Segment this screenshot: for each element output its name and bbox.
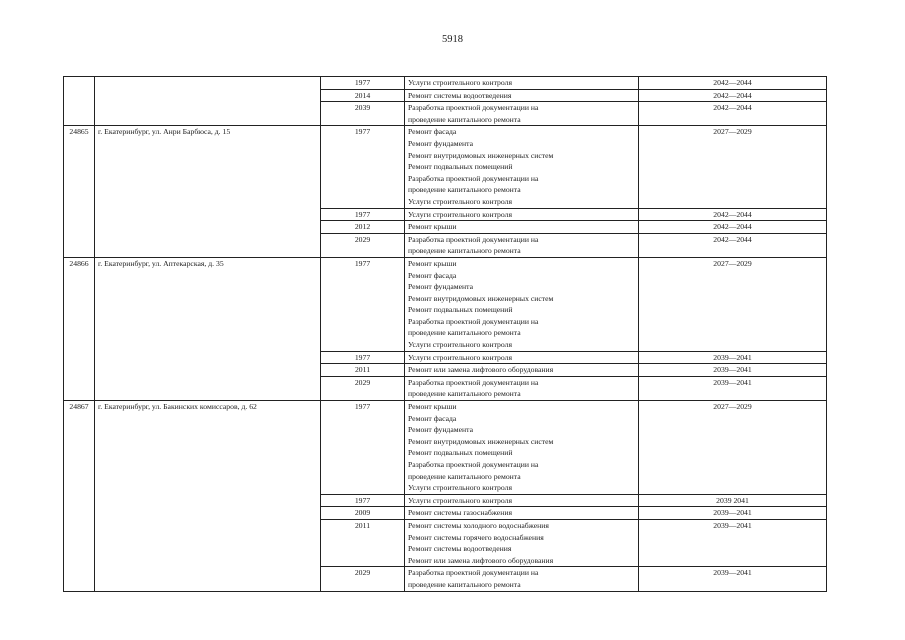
table-row	[64, 126, 827, 208]
works-cell	[405, 89, 639, 102]
works-cell	[405, 494, 639, 507]
work-item: Ремонт системы водоотведения	[408, 90, 512, 100]
works-cell	[405, 567, 639, 591]
year-cell: 2012	[321, 221, 405, 234]
year-cell: 2011	[321, 519, 405, 566]
works-cell	[405, 233, 639, 257]
period-cell: 2039—2041	[639, 507, 827, 520]
object-address: г. Екатеринбург, ул. Аптекарская, д. 35	[95, 257, 321, 400]
work-item: проведение капитального ремонта	[408, 389, 521, 399]
period-cell: 2039—2041	[639, 364, 827, 377]
work-item: Ремонт или замена лифтового оборудования	[408, 365, 554, 375]
year-cell: 1977	[321, 351, 405, 364]
work-item: Разработка проектной документации на	[408, 234, 539, 244]
works-cell	[405, 221, 639, 234]
period-cell: 2042—2044	[639, 77, 827, 90]
object-address: г. Екатеринбург, ул. Бакинских комиссаров, д. 62	[95, 401, 321, 592]
work-item: Услуги строительного контроля	[408, 196, 512, 206]
works-cell	[405, 376, 639, 400]
year-cell: 1977	[321, 257, 405, 351]
work-item: Услуги строительного контроля	[408, 483, 512, 493]
year-cell: 2029	[321, 376, 405, 400]
work-item: Ремонт или замена лифтового оборудования	[408, 555, 554, 565]
work-item: Ремонт крыши	[408, 402, 457, 412]
object-number: 24865	[64, 126, 95, 258]
work-item: Услуги строительного контроля	[408, 352, 512, 362]
year-cell: 1977	[321, 77, 405, 90]
period-cell: 2039—2041	[639, 351, 827, 364]
work-item: Ремонт фундамента	[408, 282, 474, 292]
work-item: проведение капитального ремонта	[408, 579, 521, 589]
year-cell: 1977	[321, 401, 405, 495]
works-cell	[405, 401, 639, 495]
work-item: Ремонт фундамента	[408, 425, 474, 435]
year-cell: 2029	[321, 233, 405, 257]
work-item: Услуги строительного контроля	[408, 209, 512, 219]
work-item: Разработка проектной документации на	[408, 377, 539, 387]
work-item: Разработка проектной документации на	[408, 173, 539, 183]
work-item: проведение капитального ремонта	[408, 328, 521, 338]
object-number	[64, 77, 95, 126]
year-cell: 1977	[321, 494, 405, 507]
works-cell	[405, 351, 639, 364]
object-number: 24867	[64, 401, 95, 592]
registry-body	[64, 77, 827, 592]
work-item: проведение капитального ремонта	[408, 185, 521, 195]
year-cell: 2009	[321, 507, 405, 520]
year-cell: 2011	[321, 364, 405, 377]
work-item: Услуги строительного контроля	[408, 495, 512, 505]
works-cell	[405, 364, 639, 377]
works-cell	[405, 126, 639, 208]
work-item: Ремонт подвальных помещений	[408, 448, 513, 458]
table-row	[64, 77, 827, 90]
period-cell: 2039 2041	[639, 494, 827, 507]
works-cell	[405, 77, 639, 90]
object-address: г. Екатеринбург, ул. Анри Барбюса, д. 15	[95, 126, 321, 258]
table-row	[64, 401, 827, 495]
period-cell: 2042—2044	[639, 233, 827, 257]
work-item: Услуги строительного контроля	[408, 340, 512, 350]
work-item: Ремонт фасада	[408, 127, 457, 137]
work-item: Разработка проектной документации на	[408, 568, 539, 578]
work-item: проведение капитального ремонта	[408, 114, 521, 124]
work-item: Ремонт фасада	[408, 270, 457, 280]
works-cell	[405, 102, 639, 126]
period-cell: 2042—2044	[639, 208, 827, 221]
registry-table	[63, 76, 827, 592]
work-item: Ремонт внутридомовых инженерных систем	[408, 436, 554, 446]
period-cell: 2042—2044	[639, 102, 827, 126]
work-item: Услуги строительного контроля	[408, 78, 512, 87]
work-item: Ремонт крыши	[408, 222, 457, 232]
period-cell: 2039—2041	[639, 519, 827, 566]
work-item: Ремонт крыши	[408, 258, 457, 268]
object-address	[95, 77, 321, 126]
work-item: Ремонт подвальных помещений	[408, 162, 513, 172]
work-item: Ремонт системы газоснабжения	[408, 508, 512, 518]
table-row	[64, 257, 827, 351]
page-number: 5918	[442, 34, 463, 45]
works-cell	[405, 257, 639, 351]
work-item: Ремонт системы горячего водоснабжения	[408, 532, 544, 542]
work-item: Разработка проектной документации на	[408, 316, 539, 326]
work-item: проведение капитального ремонта	[408, 246, 521, 256]
period-cell: 2027—2029	[639, 401, 827, 495]
year-cell: 1977	[321, 208, 405, 221]
period-cell: 2042—2044	[639, 89, 827, 102]
period-cell: 2039—2041	[639, 567, 827, 591]
period-cell: 2039—2041	[639, 376, 827, 400]
year-cell: 2029	[321, 567, 405, 591]
period-cell: 2042—2044	[639, 221, 827, 234]
work-item: проведение капитального ремонта	[408, 471, 521, 481]
works-cell	[405, 519, 639, 566]
works-cell	[405, 507, 639, 520]
period-cell: 2027—2029	[639, 126, 827, 208]
year-cell: 2039	[321, 102, 405, 126]
works-cell	[405, 208, 639, 221]
work-item: Ремонт фундамента	[408, 138, 474, 148]
work-item: Ремонт внутридомовых инженерных систем	[408, 150, 554, 160]
year-cell: 2014	[321, 89, 405, 102]
work-item: Ремонт системы водоотведения	[408, 544, 512, 554]
work-item: Разработка проектной документации на	[408, 460, 539, 469]
year-cell: 1977	[321, 126, 405, 208]
work-item: Ремонт фасада	[408, 413, 457, 423]
work-item: Ремонт подвальных помещений	[408, 305, 513, 315]
work-item: Ремонт системы холодного водоснабжения	[408, 520, 549, 530]
work-item: Разработка проектной документации на	[408, 103, 539, 113]
work-item: Ремонт внутридомовых инженерных систем	[408, 293, 554, 303]
object-number: 24866	[64, 257, 95, 400]
period-cell: 2027—2029	[639, 257, 827, 351]
